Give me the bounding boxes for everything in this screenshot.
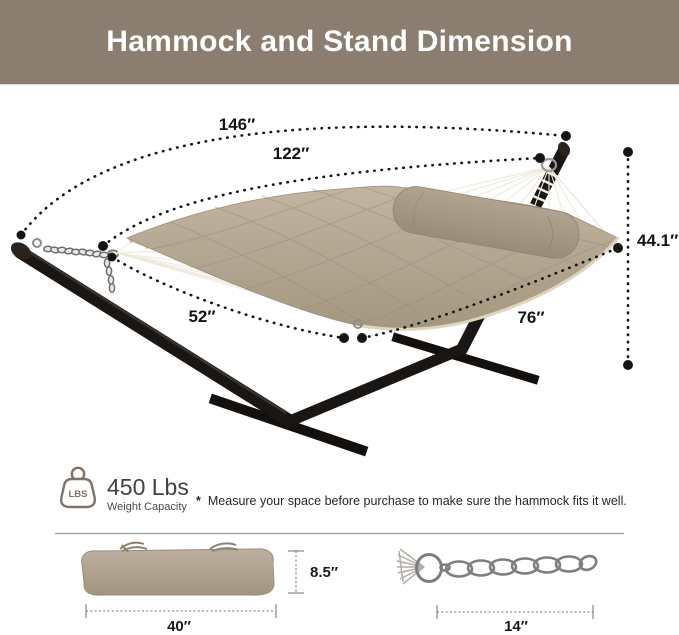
dim-bed-right-label: 76″: [517, 308, 545, 327]
pillow-width-label: 40″: [167, 618, 191, 635]
dim-bed-left-label: 52″: [188, 307, 216, 326]
chain-figure: [397, 549, 598, 635]
dim-hammock-length-label: 122″: [272, 144, 310, 163]
note-asterisk: *: [196, 494, 201, 508]
measure-note: [196, 494, 666, 508]
weight-capacity-value: 450 Lbs: [107, 474, 189, 500]
dim-height-label: 44.1″: [637, 231, 679, 250]
hammock: [33, 159, 618, 329]
weight-icon: [58, 464, 98, 512]
dim-total-length-label: 146″: [218, 115, 256, 134]
pillow-figure: [82, 543, 338, 635]
stand-base-bar: [290, 349, 462, 421]
weight-capacity-block: [58, 464, 189, 513]
page-title: Hammock and Stand Dimension: [106, 25, 573, 58]
pillow-body: [82, 549, 274, 595]
chain-links: [446, 554, 598, 577]
note-text: Measure your space before purchase to make sure the hammock fits it well.: [207, 494, 627, 508]
weight-icon-text: LBS: [68, 489, 88, 500]
weight-capacity-label: Weight Capacity: [107, 501, 187, 513]
chain-length-label: 14″: [504, 618, 528, 635]
pillow-height-label: 8.5″: [310, 564, 339, 581]
